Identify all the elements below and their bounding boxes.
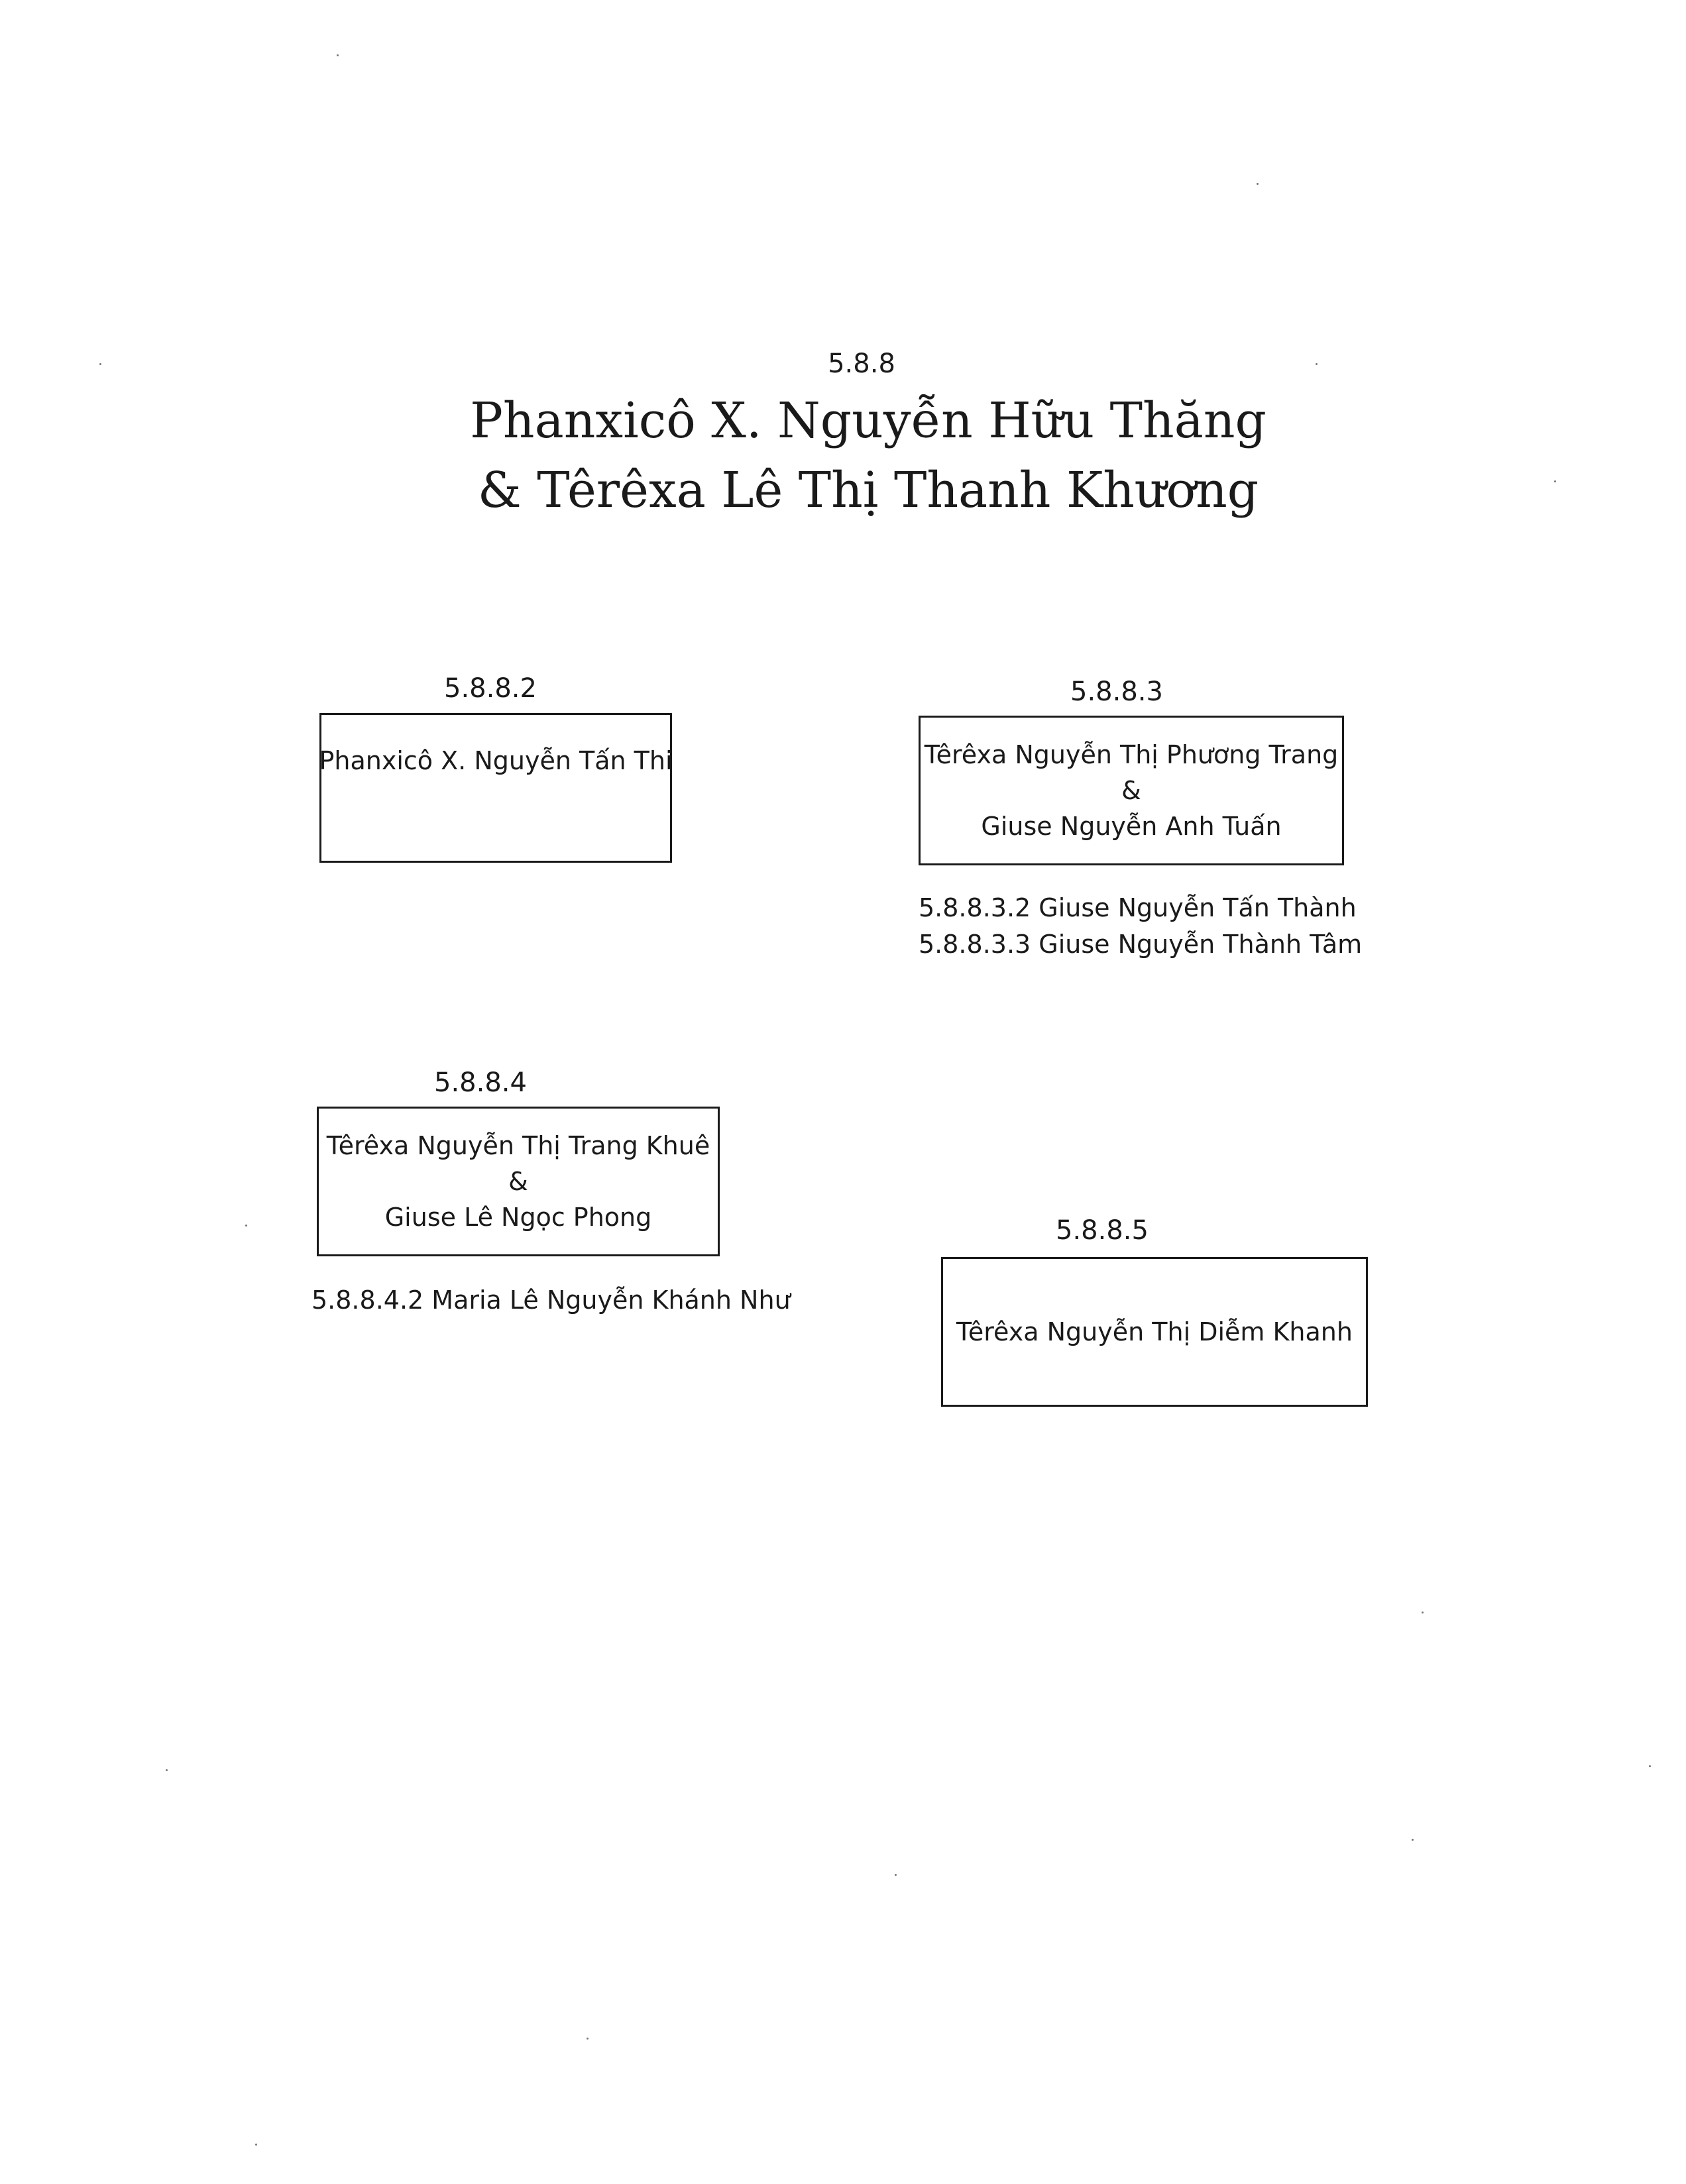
- scan-speck: [895, 1874, 897, 1876]
- box-line: Têrêxa Nguyễn Thị Diễm Khanh: [956, 1317, 1353, 1346]
- scan-speck: [99, 363, 101, 365]
- person-box-5-8-8-4: [317, 1107, 720, 1256]
- page-title-line-1: Phanxicô X. Nguyễn Hữu Thăng: [470, 392, 1266, 449]
- page-title-line-2: & Têrêxa Lê Thị Thanh Khương: [477, 462, 1259, 519]
- scan-speck: [1649, 1765, 1651, 1767]
- family-code-5-8-8-2: 5.8.8.2: [444, 673, 537, 704]
- child-entry: 5.8.8.4.2 Maria Lê Nguyễn Khánh Như: [311, 1285, 791, 1315]
- person-box-5-8-8-2: [319, 713, 672, 863]
- person-box-5-8-8-5: [941, 1257, 1368, 1407]
- box-line-ampersand: &: [508, 1167, 528, 1196]
- person-box-5-8-8-3: [919, 716, 1344, 865]
- scan-speck: [587, 2038, 589, 2040]
- box-line: Giuse Lê Ngọc Phong: [384, 1203, 652, 1232]
- child-entry: 5.8.8.3.3 Giuse Nguyễn Thành Tâm: [919, 930, 1363, 959]
- scan-speck: [1554, 480, 1556, 482]
- family-code-5-8-8-4: 5.8.8.4: [434, 1067, 527, 1098]
- scan-speck: [1316, 363, 1318, 365]
- box-line-ampersand: &: [1121, 776, 1141, 805]
- box-line: Phanxicô X. Nguyễn Tấn Thi: [319, 746, 673, 775]
- scan-speck: [1257, 183, 1259, 185]
- family-code-5-8-8-3: 5.8.8.3: [1070, 677, 1163, 707]
- scan-speck: [337, 54, 339, 56]
- scan-speck: [245, 1225, 247, 1227]
- box-line: Giuse Nguyễn Anh Tuấn: [981, 812, 1282, 841]
- child-entry: 5.8.8.3.2 Giuse Nguyễn Tấn Thành: [919, 893, 1357, 922]
- family-code-5-8-8-5: 5.8.8.5: [1056, 1215, 1149, 1246]
- scan-speck: [1422, 1611, 1424, 1613]
- scan-speck: [1412, 1839, 1414, 1841]
- family-code-header: 5.8.8: [828, 349, 895, 379]
- scan-speck: [255, 2144, 257, 2146]
- scan-speck: [166, 1769, 168, 1771]
- box-line: Têrêxa Nguyễn Thị Phương Trang: [924, 740, 1339, 769]
- box-line: Têrêxa Nguyễn Thị Trang Khuê: [326, 1131, 710, 1160]
